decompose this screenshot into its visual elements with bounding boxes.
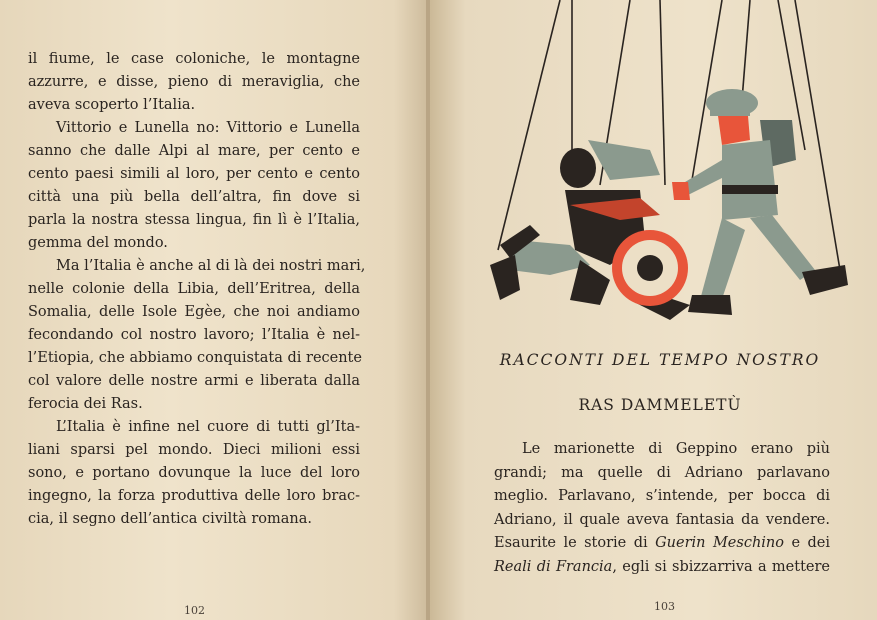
right-page-text [494,438,830,579]
string-4 [660,0,665,185]
text-line: il fiume, le case coloniche, le montagne [28,51,360,67]
text-line: sono, e portano dovunque la luce del loro [28,465,360,481]
text-line [494,556,830,580]
text-line: col valore delle nostre armi e liberata dalla [28,373,360,389]
text-line: ingegno, la forza produttiva delle loro brac- [28,488,360,504]
soldier-figure [672,89,848,315]
left-page-number: 102 [184,604,205,617]
section-title: RACCONTI DEL TEMPO NOSTRO [499,351,821,369]
text-line: fecondando col nostro lavoro; l’Italia è nel- [28,327,360,343]
marionette-illustration [460,0,860,335]
text-line: ferocia dei Ras. [28,396,143,412]
text-line: aveva scoperto l’Italia. [28,97,196,113]
string-1 [498,0,560,250]
string-5 [692,0,722,180]
text-line: Somalia, delle Isole Egèe, che noi andiamo [28,304,360,320]
text-line: Vittorio e Lunella no: Vittorio e Lunella [56,120,360,136]
text-line: Adriano, il quale aveva fantasia da vendere. [494,511,830,528]
text-line: sanno che dalle Alpi al mare, per cento e [28,143,360,159]
text-segment: e dei [784,535,830,551]
text-line: Le marionette di Geppino erano più [522,441,830,457]
text-line: gemma del mondo. [28,235,168,251]
book-title-guerin: Guerin Meschino [655,535,784,551]
text-line: l’Etiopia, che abbiamo conquistata di recente [28,350,362,366]
text-line: cento paesi simili al loro, per cento e cento [28,166,360,182]
text-line: meglio. Parlavano, s’intende, per bocca di [494,488,830,504]
left-page-text [28,48,366,531]
text-line: grandi; ma quelle di Adriano parlavano [494,464,830,481]
text-line [494,532,830,556]
story-title: RAS DAMMELETÙ [578,396,742,414]
text-line: liani sparsi pel mondo. Dieci milioni essi [28,442,360,458]
text-line: azzurre, e disse, pieno di meraviglia, che [28,74,360,90]
right-page-number: 103 [654,600,675,613]
text-segment: , egli si sbizzarriva a mettere [612,558,831,575]
shield-icon [612,230,688,306]
text-line: parla la nostra stessa lingua, fin lì è l’Italia, [28,212,360,228]
text-line: città una più bella dell’altra, fin dove si [28,189,360,205]
book-title-reali: Reali di Francia [494,558,613,575]
text-line: L’Italia è infine nel cuore di tutti gl’Ita- [56,419,360,435]
left-page [0,0,428,620]
text-line: nelle colonie della Libia, dell’Eritrea, della [28,281,360,297]
text-line: Ma l’Italia è anche al di là dei nostri mari, [56,258,366,274]
text-line: cia, il segno dell’antica civiltà romana. [28,511,313,527]
text-segment: Esaurite le storie di [494,535,656,551]
string-6 [742,0,750,100]
